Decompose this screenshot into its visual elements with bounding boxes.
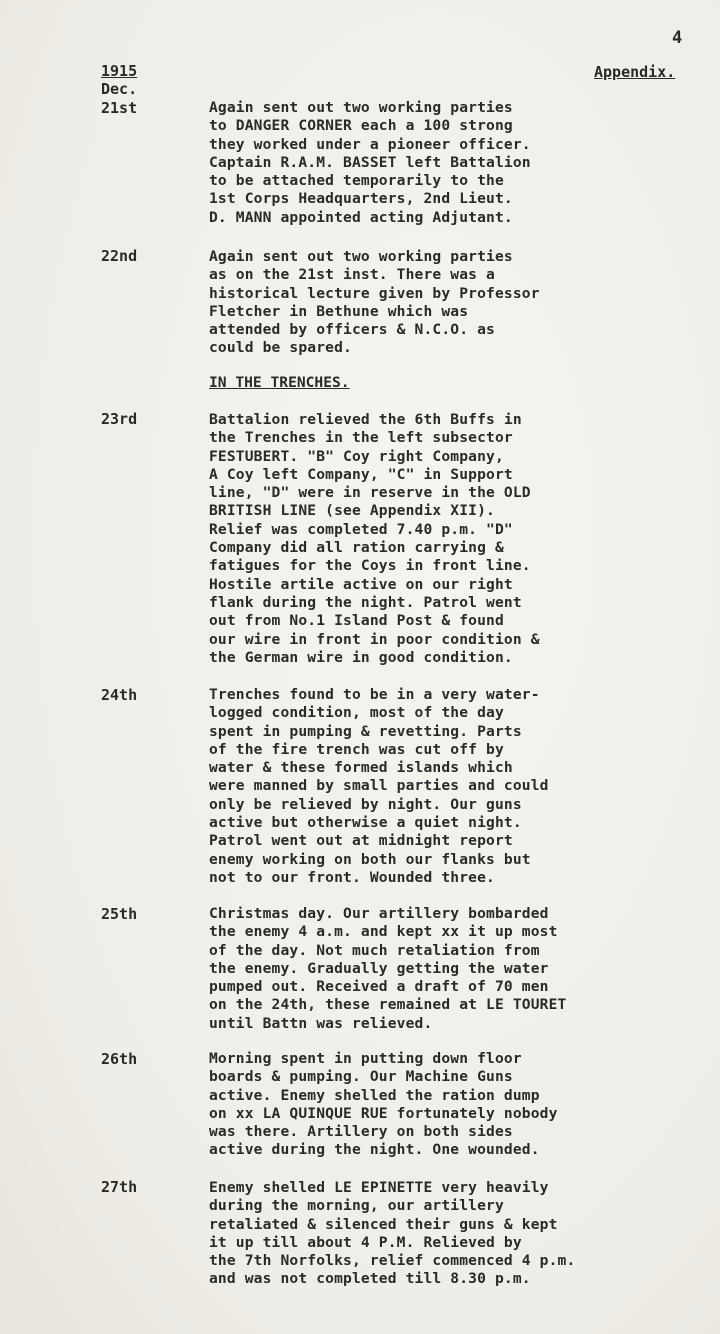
entry-text-26: Morning spent in putting down floor boards & pumping. Our Machine Guns active. Enemy shelled the ration dump on xx LA QUINQUE RUE fortunately nobody was there. Artillery on both sides active during the night. One wounded.	[209, 1050, 558, 1159]
header-year: 1915	[101, 62, 138, 80]
header-month: Dec.	[101, 80, 138, 98]
entry-text-24: Trenches found to be in a very water- logged condition, most of the day spent in pumping & revetting. Parts of the fire trench was cut off by water & these formed islands which were manned by small parties and could only be relieved by night. Our guns active but otherwise a quiet night. Patrol went out at midnight report enemy working on both our flanks but not to our front. Wounded three.	[209, 686, 549, 886]
entry-text-21: Again sent out two working parties to DANGER CORNER each a 100 strong they worked under a pioneer officer. Captain R.A.M. BASSET left Battalion to be attached temporarily to the 1st Corps Headquarters, 2nd Lieut. D. MANN appointed acting Adjutant.	[209, 99, 531, 226]
entry-date-23: 23rd	[101, 410, 138, 428]
entry-text-23: Battalion relieved the 6th Buffs in the Trenches in the left subsector FESTUBERT. "B" Coy right Company, A Coy left Company, "C" in Support line, "D" were in reserve in the OLD BRITISH LINE (see Appendix XII). Relief was completed 7.40 p.m. "D" Company did all ration carrying & fatigues for the Coys in front line. Hostile artile active on our right flank during the night. Patrol went out from No.1 Island Post & found our wire in front in poor condition & the German wire in good condition.	[209, 411, 540, 666]
entry-date-25: 25th	[101, 905, 138, 923]
entry-text-22: Again sent out two working parties as on the 21st inst. There was a historical lecture given by Professor Fletcher in Bethune which was attended by officers & N.C.O. as could be spared.	[209, 248, 540, 357]
page-number: 4	[672, 28, 683, 48]
section-heading: IN THE TRENCHES.	[209, 374, 350, 391]
entry-text-27: Enemy shelled LE EPINETTE very heavily during the morning, our artillery retaliated & silenced their guns & kept it up till about 4 P.M. Relieved by the 7th Norfolks, relief commenced 4 p.m. and was not completed till 8.30 p.m.	[209, 1179, 576, 1288]
entry-date-26: 26th	[101, 1050, 138, 1068]
appendix-heading: Appendix.	[594, 63, 676, 81]
entry-text-25: Christmas day. Our artillery bombarded the enemy 4 a.m. and kept xx it up most of the day. Not much retaliation from the enemy. Gradually getting the water pumped out. Received a draft of 70 men on the 24th, these remained at LE TOURET until Battn was relieved.	[209, 905, 567, 1032]
entry-date-27: 27th	[101, 1178, 138, 1196]
entry-date-24: 24th	[101, 686, 138, 704]
entry-date-22: 22nd	[101, 247, 138, 265]
entry-date-21: 21st	[101, 99, 138, 117]
